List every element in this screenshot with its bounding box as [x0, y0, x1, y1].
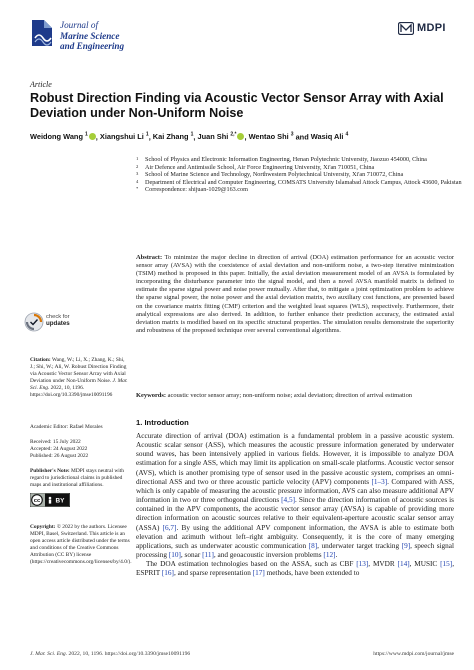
- affiliation-text: Correspondence: shijuan-1029@163.com: [145, 186, 248, 194]
- reference-link[interactable]: [11]: [202, 551, 214, 560]
- author-name[interactable]: Weidong Wang $^1$: [30, 132, 96, 141]
- mdpi-logo-icon: [398, 22, 414, 35]
- reference-link[interactable]: [12]: [323, 551, 336, 560]
- affiliation-number: 4: [136, 178, 139, 184]
- author-affiliation-mark: 1: [190, 132, 194, 138]
- affiliation-item: [136, 171, 466, 179]
- reference-link[interactable]: [10]: [168, 551, 181, 560]
- affiliation-item: [136, 186, 466, 194]
- publication-dates: [30, 439, 130, 460]
- reference-link[interactable]: [1–3]: [371, 477, 388, 486]
- abstract-text: To minimize the major decline in direction of arrival (DOA) estimation performance for an acoustic vector sensor array (AVSA) with the coexistence of axial deviation and non-uniform noise, a two-step iterative minimization (TSIM) method is proposed in this paper. Initially, the axial deviation measurement model of an AVSA is formulated by incorporating the disturbance parameter into the signal model, and then a novel AVSA manifold matrix is defined to estimate the sparse signal power and noise power mutually. After that, to mitigate a joint optimization problem to achieve the sparse signal power, the noise power and the axial deviation matrix, two auxiliary cost functions, are presented based on the covariance matrix fitting (CMF) criterion and the weighted least squares (WLS), respectively. Furthermore, their analytical expressions are also derived. In addition, to further enhance their prediction accuracy, the estimated axial deviation matrix is modified based on its specific structural properties. The simulation results demonstrate the superiority and robustness of the proposed technique over several conventional algorithms.: [136, 254, 454, 334]
- affiliation-text: Department of Electrical and Computer Engineering, COMSATS University Islamabad Attock Campus, Attock 43600, Pakistan: [145, 178, 462, 186]
- reference-link[interactable]: [14]: [397, 560, 410, 569]
- affiliations: [136, 156, 466, 194]
- paper-title: Robust Direction Finding via Acoustic Vector Sensor Array with Axial Deviation under Non-Uniform Noise: [30, 91, 444, 120]
- orcid-icon[interactable]: [89, 133, 96, 140]
- journal-name: Journal of Marine Science and Engineering: [60, 20, 125, 51]
- affiliation-item: [136, 164, 466, 172]
- affiliation-number: 3: [136, 171, 139, 177]
- reference-link[interactable]: [4,5]: [281, 496, 296, 505]
- reference-link[interactable]: [9]: [401, 541, 411, 550]
- reference-link[interactable]: [16]: [161, 569, 174, 578]
- paragraph-text: , speech signal processing: [136, 541, 455, 560]
- paragraph-text: , sonar: [180, 551, 203, 560]
- academic-editor: Academic Editor: Rafael Morales: [30, 424, 103, 430]
- reference-link[interactable]: [15]: [440, 560, 453, 569]
- paragraph-text: . Compared with ASS, which is only capable of measuring the acoustic pressure information, AVS can also measure additional APV information in two or three orthogonal directions: [136, 477, 455, 505]
- author-affiliation-mark: 2,*: [230, 132, 237, 138]
- affiliation-text: School of Marine Science and Technology, Northwestern Polytechnical University, Xi'an 710072, China: [145, 171, 404, 179]
- paragraph-text: , and geoacoustic inversion problems: [213, 551, 324, 560]
- author-affiliation-mark: 1: [85, 132, 88, 138]
- copyright-block: Copyright: © 2022 by the authors. Licensee MDPI, Basel, Switzerland. This article is an open access article distributed under the terms and conditions of the Creative Commons Attribution (CC BY) license (https://creativecommons.org/licenses/by/4.0/).: [30, 524, 132, 565]
- keywords-label: Keywords:: [136, 392, 167, 399]
- citation-doi[interactable]: 2022, 10, 1196. https://doi.org/10.3390/jmse10091196: [30, 384, 113, 398]
- affiliation-item: [136, 179, 466, 187]
- accepted-date: Accepted: 24 August 2022: [30, 445, 88, 452]
- author-name[interactable]: Wentao Shi $^3$: [248, 132, 294, 142]
- journal-logo-icon: [30, 18, 54, 48]
- article-type: Article: [30, 80, 52, 89]
- published-date: Published: 26 August 2022: [30, 452, 89, 459]
- paragraph-text: , underwater target tracking: [317, 541, 402, 550]
- paragraph-text: The DOA estimation technologies based on the ASSA, such as CBF: [146, 560, 357, 569]
- publisher-note: Publisher's Note: MDPI stays neutral with regard to jurisdictional claims in published maps and institutional affiliations.: [30, 468, 124, 488]
- reference-link[interactable]: [8]: [308, 541, 318, 550]
- cc-by-license-icon[interactable]: [30, 493, 70, 507]
- reference-link[interactable]: [17]: [252, 569, 265, 578]
- paragraph-text: , MUSIC: [409, 560, 441, 569]
- check-updates-label: check for updates: [46, 314, 70, 327]
- author-affiliation-mark: 4: [345, 132, 349, 138]
- affiliation-number: *: [136, 186, 139, 192]
- check-updates-icon: [24, 312, 44, 332]
- received-date: Received: 15 July 2022: [30, 439, 81, 445]
- orcid-icon[interactable]: [237, 133, 244, 140]
- keywords: [136, 392, 454, 400]
- author-affiliation-mark: 1: [145, 132, 149, 138]
- footer-citation: J. Mar. Sci. Eng. 2022, 10, 1196. https://doi.org/10.3390/jmse10091196: [30, 651, 191, 657]
- affiliation-number: 2: [136, 163, 139, 169]
- affiliation-number: 1: [136, 156, 139, 161]
- abstract-label: Abstract:: [136, 254, 163, 261]
- author-name[interactable]: Juan Shi $^{2,*}$: [197, 132, 244, 141]
- cc-text: cc: [33, 498, 41, 505]
- paragraph-text: , ESPRIT: [136, 560, 454, 578]
- affiliation-text: School of Physics and Electronic Information Engineering, Henan Polytechnic University, Jiaozuo 454000, China: [145, 156, 427, 163]
- check-for-updates-button[interactable]: [24, 312, 104, 334]
- affiliation-item: [136, 156, 466, 164]
- abstract: [136, 254, 454, 335]
- paragraph-text: .: [335, 551, 338, 560]
- mdpi-logo: MDPI: [398, 22, 450, 36]
- affiliation-text: Air Defence and Antimissile School, Air Force Engineering University, Xi'an 710051, China: [145, 163, 375, 171]
- reference-link[interactable]: [13]: [356, 560, 369, 569]
- citation-journal: J. Mar. Sci. Eng.: [30, 377, 128, 391]
- introduction-body: [136, 432, 454, 579]
- footer-journal-link[interactable]: https://www.mdpi.com/journal/jmse: [373, 651, 454, 657]
- author-name[interactable]: Kai Zhang $^1$: [152, 132, 194, 142]
- paragraph-2: [136, 560, 454, 578]
- paragraph-text: , MVDR: [368, 560, 398, 569]
- paragraph-text: . Since the direction information of acoustic sources is contained in the APV components, the acoustic vector sensor array (AVSA) is capable of providing more direction information on acoustic sources relative to their equivalent-aperture acoustic scalar sensor array (ASSA): [136, 496, 454, 532]
- paragraph-1: [136, 432, 454, 560]
- reference-link[interactable]: [6,7]: [162, 523, 177, 532]
- paragraph-text: Accurate direction of arrival (DOA) estimation is a fundamental problem in a passive acoustic system. Acoustic scalar sensor (ASS), which measures the acoustic pressure information generated by underwater sound waves, has been intensively applied in various fields. However, it is impossible to analyze DOA estimation for a single ASS, which may limit its application on small-scale platforms. Acoustic vector sensor (AVS), which is another promising type of sensor used in the passive acoustic system, comprises an omni-directional ASS and two or three acoustic particle velocity (APV) components: [136, 432, 454, 486]
- paragraph-text: methods, have been extended to: [264, 569, 360, 578]
- page-header: [30, 16, 450, 64]
- author-name[interactable]: Wasiq Ali $^4$: [310, 132, 349, 142]
- author-affiliation-mark: 3: [290, 132, 294, 138]
- author-list: Weidong Wang $^1$ , Xiangshui Li $^1$, Kai Zhang $^1$, Juan Shi $^{2,*}$ , Wentao Shi $^3$ and Wasiq Ali $^4$: [30, 132, 349, 142]
- section-heading: 1. Introduction: [136, 418, 189, 427]
- paragraph-text: , and sparse representation: [173, 569, 253, 578]
- keywords-text: acoustic vector sensor array; non-uniform noise; axial deviation; direction of arrival estimation: [167, 392, 413, 399]
- citation-text: Wang, W.; Li, X.; Zhang, K.; Shi, J.; Shi, W.; Ali, W. Robust Direction Finding via Acoustic Vector Sensor Array with Axial Deviation under Non-Uniform Noise.: [30, 357, 127, 384]
- citation-label: Citation:: [30, 357, 51, 363]
- paragraph-text: . By using the additional APV component information, the AVSA is able to estimate both elevation and azimuth without left–right ambiguity. Consequently, it is the core of many emerging applications, such as underwater acoustic communication: [136, 523, 454, 550]
- citation-block: [30, 357, 130, 398]
- by-text: BY: [55, 497, 65, 505]
- author-name[interactable]: Xiangshui Li $^1$: [99, 132, 149, 142]
